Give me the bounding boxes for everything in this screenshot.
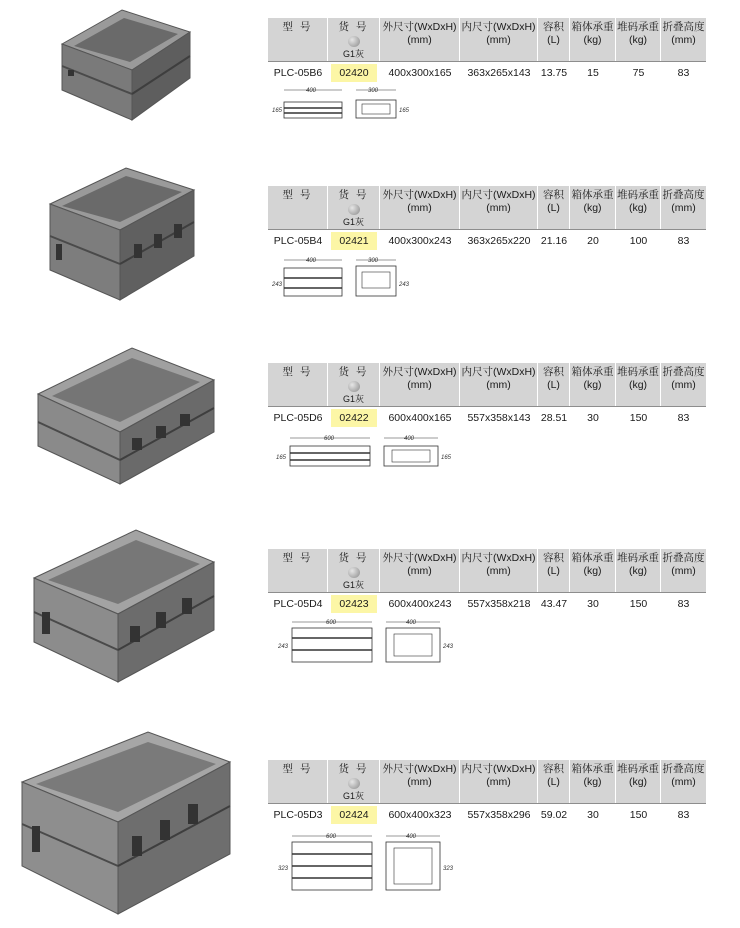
color-swatch <box>348 567 360 578</box>
product-section <box>0 0 740 180</box>
spec-row <box>268 230 706 252</box>
model-value: PLC-05B4 <box>273 234 323 247</box>
box-load-value: 20 <box>587 234 599 247</box>
spec-header <box>268 18 706 62</box>
model-value: PLC-05B6 <box>273 66 323 79</box>
inner-size-header: 内尺寸(WxDxH) (mm) <box>460 760 538 803</box>
color-swatch <box>348 381 360 392</box>
spec-row <box>268 407 706 429</box>
code-header: 货 号 G1灰 <box>328 760 380 803</box>
outer-size-value: 600x400x165 <box>388 411 452 424</box>
fold-height-header: 折叠高度 (mm) <box>662 763 705 788</box>
crate-photo <box>18 726 234 916</box>
product-section <box>0 712 740 892</box>
volume-value: 13.75 <box>540 66 568 79</box>
color-name: G1灰 <box>342 791 364 801</box>
color-name: G1灰 <box>342 217 364 227</box>
dim-height-label: 243 <box>272 282 283 288</box>
inner-size-value: 557x358x143 <box>467 411 531 424</box>
technical-drawing <box>278 618 458 668</box>
model-header: 型 号 <box>268 18 328 61</box>
volume-header: 容积 (L) <box>538 760 570 803</box>
color-name: G1灰 <box>342 49 364 59</box>
spec-table <box>268 18 706 84</box>
box-load-value: 30 <box>587 411 599 424</box>
fold-height-header: 折叠高度 (mm) <box>662 366 705 391</box>
dim-width-label: 600 <box>326 620 337 626</box>
fold-height-header: 折叠高度 (mm) <box>662 21 705 46</box>
fold-height-header: 折叠高度 (mm) <box>662 189 705 214</box>
spec-table <box>268 760 706 826</box>
code-header: 货 号 G1灰 <box>328 363 380 406</box>
dim-width-label: 400 <box>306 88 317 94</box>
code-header: 货 号 G1灰 <box>328 549 380 592</box>
box-load-value: 15 <box>587 66 599 79</box>
code-value: 02421 <box>328 230 380 252</box>
volume-value: 21.16 <box>540 234 568 247</box>
spec-header <box>268 363 706 407</box>
dim-height-label: 165 <box>276 455 287 461</box>
spec-row <box>268 62 706 84</box>
dim-height-label-side: 323 <box>443 866 454 872</box>
crate-photo <box>30 526 216 686</box>
fold-height-value: 83 <box>677 808 690 821</box>
dim-height-label-side: 165 <box>441 455 452 461</box>
dim-height-label: 323 <box>278 866 289 872</box>
spec-table <box>268 186 706 252</box>
code-header: 货 号 G1灰 <box>328 18 380 61</box>
code-value: 02423 <box>328 593 380 615</box>
inner-size-header: 内尺寸(WxDxH) (mm) <box>460 549 538 592</box>
model-header: 型 号 <box>268 549 328 592</box>
spec-table <box>268 549 706 615</box>
box-load-header: 箱体承重 (kg) <box>570 549 616 592</box>
outer-size-header: 外尺寸(WxDxH) (mm) <box>380 760 460 803</box>
stack-load-header: 堆码承重 (kg) <box>616 18 661 61</box>
dim-height-label-side: 165 <box>399 108 410 114</box>
volume-header: 容积 (L) <box>538 186 570 229</box>
model-value: PLC-05D4 <box>273 597 323 610</box>
outer-size-header: 外尺寸(WxDxH) (mm) <box>380 363 460 406</box>
dim-depth-label: 400 <box>406 620 417 626</box>
technical-drawing <box>272 86 412 126</box>
inner-size-value: 557x358x218 <box>467 597 531 610</box>
color-swatch <box>348 204 360 215</box>
model-header: 型 号 <box>268 363 328 406</box>
model-value: PLC-05D6 <box>273 411 323 424</box>
inner-size-value: 363x265x143 <box>467 66 531 79</box>
dim-depth-label: 400 <box>406 834 417 840</box>
volume-header: 容积 (L) <box>538 549 570 592</box>
model-value: PLC-05D3 <box>273 808 323 821</box>
volume-value: 43.47 <box>540 597 568 610</box>
box-load-header: 箱体承重 (kg) <box>570 363 616 406</box>
spec-table <box>268 363 706 429</box>
stack-load-header: 堆码承重 (kg) <box>616 760 661 803</box>
technical-drawing <box>278 832 458 896</box>
dim-height-label: 165 <box>272 108 283 114</box>
color-swatch <box>348 778 360 789</box>
volume-header: 容积 (L) <box>538 363 570 406</box>
stack-load-value: 75 <box>632 66 645 79</box>
product-section <box>0 520 740 700</box>
dim-depth-label: 300 <box>368 88 379 94</box>
stack-load-header: 堆码承重 (kg) <box>616 363 661 406</box>
volume-value: 28.51 <box>540 411 568 424</box>
volume-value: 59.02 <box>540 808 568 821</box>
outer-size-header: 外尺寸(WxDxH) (mm) <box>380 18 460 61</box>
box-load-header: 箱体承重 (kg) <box>570 18 616 61</box>
inner-size-header: 内尺寸(WxDxH) (mm) <box>460 186 538 229</box>
outer-size-value: 400x300x165 <box>388 66 452 79</box>
volume-header: 容积 (L) <box>538 18 570 61</box>
spec-header <box>268 549 706 593</box>
crate-photo <box>32 342 218 488</box>
box-load-value: 30 <box>587 597 599 610</box>
technical-drawing <box>276 434 456 474</box>
product-section <box>0 160 740 340</box>
stack-load-header: 堆码承重 (kg) <box>616 549 661 592</box>
inner-size-header: 内尺寸(WxDxH) (mm) <box>460 18 538 61</box>
spec-header <box>268 760 706 804</box>
fold-height-value: 83 <box>677 234 690 247</box>
stack-load-value: 150 <box>629 808 648 821</box>
code-header: 货 号 G1灰 <box>328 186 380 229</box>
inner-size-value: 557x358x296 <box>467 808 531 821</box>
inner-size-header: 内尺寸(WxDxH) (mm) <box>460 363 538 406</box>
product-section <box>0 336 740 516</box>
color-name: G1灰 <box>342 580 364 590</box>
spec-row <box>268 593 706 615</box>
spec-header <box>268 186 706 230</box>
code-value: 02422 <box>328 407 380 429</box>
model-header: 型 号 <box>268 186 328 229</box>
dim-width-label: 400 <box>306 258 317 264</box>
code-value: 02424 <box>328 804 380 826</box>
stack-load-value: 150 <box>629 597 648 610</box>
outer-size-header: 外尺寸(WxDxH) (mm) <box>380 549 460 592</box>
fold-height-value: 83 <box>677 66 690 79</box>
model-header: 型 号 <box>268 760 328 803</box>
crate-photo <box>52 4 198 122</box>
crate-photo <box>44 164 204 304</box>
stack-load-header: 堆码承重 (kg) <box>616 186 661 229</box>
technical-drawing <box>272 256 412 306</box>
inner-size-value: 363x265x220 <box>467 234 531 247</box>
dim-height-label: 243 <box>278 644 289 650</box>
box-load-header: 箱体承重 (kg) <box>570 186 616 229</box>
color-swatch <box>348 36 360 47</box>
fold-height-value: 83 <box>677 411 690 424</box>
box-load-header: 箱体承重 (kg) <box>570 760 616 803</box>
fold-height-header: 折叠高度 (mm) <box>662 552 705 577</box>
spec-row <box>268 804 706 826</box>
stack-load-value: 150 <box>629 411 648 424</box>
outer-size-header: 外尺寸(WxDxH) (mm) <box>380 186 460 229</box>
outer-size-value: 400x300x243 <box>388 234 452 247</box>
fold-height-value: 83 <box>677 597 690 610</box>
outer-size-value: 600x400x243 <box>388 597 452 610</box>
color-name: G1灰 <box>342 394 364 404</box>
dim-depth-label: 300 <box>368 258 379 264</box>
dim-height-label-side: 243 <box>443 644 454 650</box>
stack-load-value: 100 <box>629 234 648 247</box>
dim-depth-label: 400 <box>404 436 415 442</box>
outer-size-value: 600x400x323 <box>388 808 452 821</box>
dim-width-label: 600 <box>324 436 335 442</box>
box-load-value: 30 <box>587 808 599 821</box>
dim-width-label: 600 <box>326 834 337 840</box>
code-value: 02420 <box>328 62 380 84</box>
dim-height-label-side: 243 <box>399 282 410 288</box>
